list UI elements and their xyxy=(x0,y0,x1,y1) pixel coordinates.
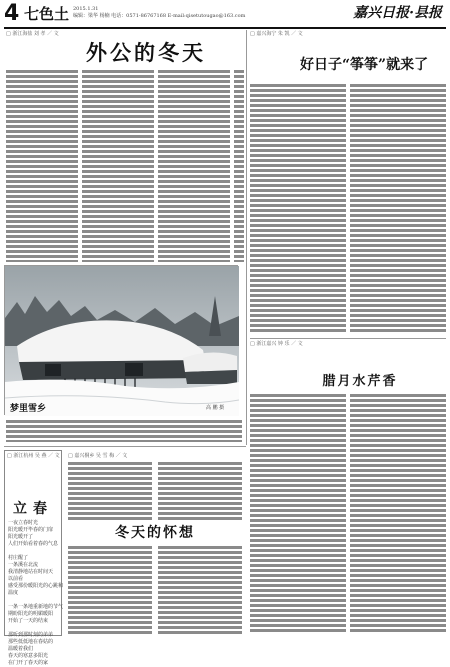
article4-body-top-right xyxy=(158,462,242,520)
poem-line: 我清静地站在时间天 xyxy=(8,569,54,575)
poem-line: 一条溪在北流 xyxy=(8,562,39,568)
newspaper-masthead: 嘉兴日报·县报 xyxy=(353,5,442,21)
article1-body-col1 xyxy=(6,70,78,262)
poem-line: 一夜立春时光 xyxy=(8,520,39,526)
poem-line: 那听到那时刻的弟弟 xyxy=(8,632,54,638)
poem-title: 立春 xyxy=(13,501,53,517)
article3-body-col1 xyxy=(250,394,346,634)
article2-body-col1 xyxy=(250,84,346,334)
poem-line: 阳光暖开了 xyxy=(8,534,34,540)
poem-byline: □ 浙江杭州 吴 燕 ／ 文 xyxy=(7,453,60,459)
header-rule xyxy=(4,27,446,29)
article2-byline: □ 嘉兴海宁 朱 凯 ／ 文 xyxy=(250,31,303,37)
poem-line: 以前看 xyxy=(8,576,24,582)
article4-body-col2 xyxy=(158,546,242,634)
article2-body-col2 xyxy=(350,84,446,334)
column-divider xyxy=(246,30,247,445)
photo-caption: 梦里雪乡 xyxy=(10,404,47,414)
article1-byline: □ 浙江海盐 刘 孝 ／ 文 xyxy=(6,31,59,37)
poem-line: 开始了一天的结束 xyxy=(8,618,49,624)
article4-body-top-left xyxy=(68,462,152,520)
poem-line xyxy=(8,597,60,604)
poem-line: 村庄醒了 xyxy=(8,555,29,561)
article1-body-tail xyxy=(6,420,242,442)
article4-title: 冬天的怀想 xyxy=(115,525,195,541)
article1-body-col3 xyxy=(158,70,230,262)
photo-credit: 高 鹏 摄 xyxy=(206,405,225,411)
poem-line xyxy=(8,625,60,632)
lower-section-rule xyxy=(4,446,246,447)
article3-title: 腊月水芹香 xyxy=(322,374,398,389)
article4-byline: □ 嘉兴桐乡 吴 雪 梅 ／ 文 xyxy=(68,453,128,459)
poem-line: 期盼阳光的明媚暖阳 xyxy=(8,611,54,617)
editor-contact: 编辑：梁华 杨楠 电话：0571-86767168 E-mail:qisetutougao@163.com xyxy=(73,13,246,19)
article3-byline: □ 浙江嘉兴 钟 乐 ／ 文 xyxy=(250,341,303,347)
poem-line: 阳光暖开毕春的门扉 xyxy=(8,527,54,533)
snow-village-photo xyxy=(4,265,238,415)
poem-line: 温度 xyxy=(8,590,19,596)
poem-line: 一条一条地重新地的节气 xyxy=(8,604,64,610)
poem-line: 春天的寒意多阳光 xyxy=(8,653,49,659)
section-name: 七色土 xyxy=(24,5,70,23)
page-number: 4 xyxy=(4,1,20,26)
article3-body-col2 xyxy=(350,394,446,634)
poem-line: 感受那份暖阳光的心跳和 xyxy=(8,583,64,589)
article3-top-rule xyxy=(250,338,446,339)
poem-line: 那些低低地在春姑的 xyxy=(8,639,54,645)
article1-body-col2 xyxy=(82,70,154,262)
edition-info xyxy=(73,6,245,20)
article1-body-col4 xyxy=(234,70,244,262)
article2-title: 好日子“筝筝”就来了 xyxy=(300,57,429,73)
article4-body-col1 xyxy=(68,546,152,634)
poem-verses xyxy=(8,520,64,666)
poem-line xyxy=(8,548,60,555)
poem-line: 温暖着我们 xyxy=(8,646,34,652)
article1-title: 外公的冬天 xyxy=(86,40,206,65)
poem-line: 人们开始看着春的气息 xyxy=(8,541,59,547)
snow-scene-illustration xyxy=(5,266,239,416)
poem-line: 在门开了春天的家 xyxy=(8,660,49,666)
issue-date: 2015.1.31 xyxy=(73,6,99,12)
